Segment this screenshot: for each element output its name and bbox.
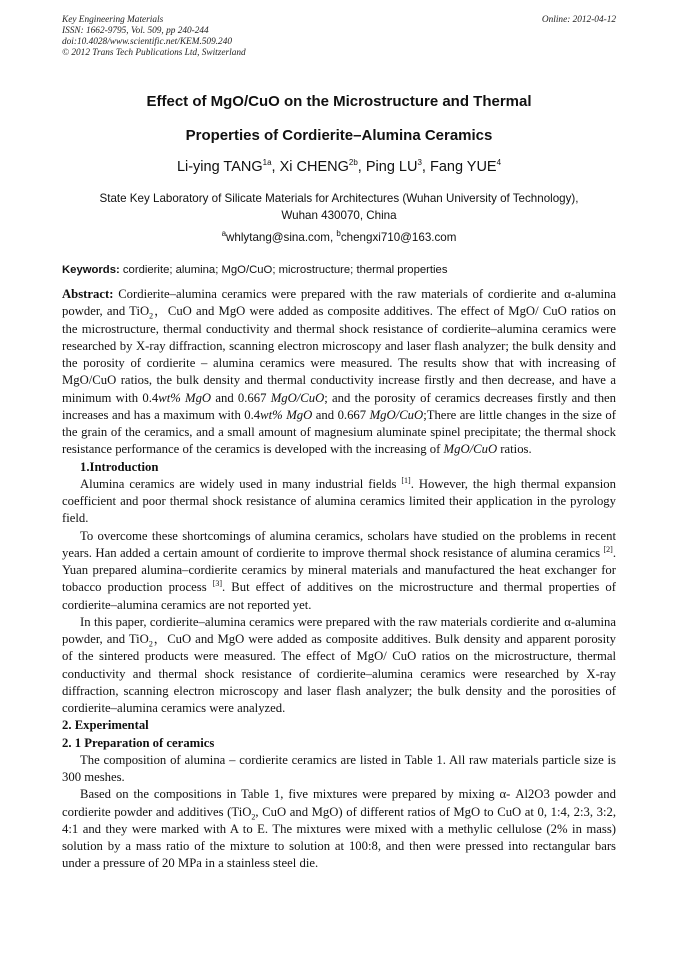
abstract-italic: MgO/CuO bbox=[443, 442, 498, 457]
paragraph-text: . Yuan prepared alumina–cordierite ceramics by mineral materials and manufactured the heat exchanger for tobacco production process bbox=[62, 545, 616, 595]
citation: [1] bbox=[401, 475, 411, 485]
affiliation-line-2: Wuhan 430070, China bbox=[281, 209, 397, 222]
body-text bbox=[62, 286, 616, 873]
email-a-marker: a bbox=[221, 229, 227, 239]
abstract-italic: wt% MgO bbox=[158, 390, 212, 405]
paragraph-text: . However, the high thermal expansion coefficient and poor thermal shock resistance of alumina ceramics limited their application in the pyrology field. bbox=[62, 476, 616, 526]
experimental-paragraph-1: The composition of alumina – cordierite ceramics are listed in Table 1. All raw materials particle size is 300 meshes. bbox=[62, 752, 616, 784]
abstract-text: ; and the porosity of ceramics decreases firstly and then increases and has a maximum with 0.4 bbox=[62, 390, 617, 422]
author-3: Ping LU bbox=[365, 159, 418, 175]
abstract-italic: wt% MgO bbox=[260, 407, 313, 422]
section-heading-experimental: 2. Experimental bbox=[62, 718, 149, 733]
paragraph-text: Alumina ceramics are widely used in many industrial fields bbox=[80, 476, 402, 491]
abstract-text: and 0.667 bbox=[211, 390, 271, 405]
keywords-label: Keywords: bbox=[62, 264, 120, 276]
keywords bbox=[62, 264, 616, 276]
intro-paragraph-3 bbox=[62, 614, 616, 718]
affiliation-line-1: State Key Laboratory of Silicate Materials for Architectures (Wuhan University of Technology), bbox=[99, 192, 579, 205]
author-4-affil: 4 bbox=[496, 158, 502, 168]
author-1-affil: 1a bbox=[262, 158, 272, 168]
title-line-1: Effect of MgO/CuO on the Microstructure and Thermal bbox=[146, 93, 532, 110]
copyright: © 2012 Trans Tech Publications Ltd, Switzerland bbox=[62, 48, 246, 58]
paragraph-text: ，CuO and MgO were added as composite additives. Bulk density and apparent porosity of the sintered products were measured. The effect of MgO/ CuO ratios on the microstructure, thermal conductivity and thermal shock resistance of cordierite–alumina ceramics were researched by X-ray diffraction, scanning electron microscopy and laser flash analyzer; the bulk density and the porosities of cordierite–alumina ceramics were analyzed. bbox=[62, 632, 616, 715]
intro-paragraph-1 bbox=[62, 476, 616, 528]
author-2: Xi CHENG bbox=[279, 159, 349, 175]
abstract-italic: MgO/CuO bbox=[369, 407, 424, 422]
citation: [3] bbox=[212, 579, 223, 589]
author-1: Li-ying TANG bbox=[176, 159, 263, 175]
abstract-italic: MgO/CuO bbox=[270, 390, 325, 405]
email-b-marker: b bbox=[336, 229, 341, 239]
paragraph-text: . But effect of additives on the microstructure and thermal properties of cordierite–alumina ceramics are not reported yet. bbox=[62, 580, 616, 612]
author-sep: , bbox=[357, 159, 366, 175]
doi: doi:10.4028/www.scientific.net/KEM.509.240 bbox=[62, 37, 232, 47]
subscript: 2 bbox=[251, 812, 256, 822]
paragraph-text: , CuO and MgO) of different ratios of MgO to CuO at 0, 1:4, 2:3, 3:2, 4:1 and they were marked with A to E. The mixtures were mixed with a methylic cellulose (2% in mass) solution by a mass ratio of the mixture to solution at 100:8, and then were pressed into rectangular bars under a pressure of 20 MPa in a stainless steel die. bbox=[62, 804, 617, 871]
experimental-paragraph-2 bbox=[62, 786, 616, 872]
author-emails bbox=[62, 231, 616, 244]
author-3-affil: 3 bbox=[417, 158, 422, 168]
abstract-text: ;There are little changes in the size of the grain of the ceramics, and a small amount of magnesium aluminate spinel precipitate; the thermal shock resistance performance of the ceramics is developed with the increasing of bbox=[62, 407, 616, 457]
abstract-text: ，CuO and MgO were added as composite additives. The effect of MgO/ CuO ratios on the microstructure, thermal conductivity and thermal shock resistance of cordierite–alumina ceramics were researched by X-ray diffraction, scanning electron microscopy and laser flash analyzer; the bulk density and the porosity of cordierite – alumina ceramics were measured. The results show that with increasing of MgO/CuO ratios, the bulk density and thermal conductivity increase firstly and then decrease, and have a minimum with 0.4 bbox=[62, 304, 617, 405]
subscript: 2 bbox=[149, 311, 154, 321]
keywords-text: cordierite; alumina; MgO/CuO; microstructure; thermal properties bbox=[119, 264, 448, 276]
subsection-heading-preparation: 2. 1 Preparation of ceramics bbox=[62, 735, 215, 750]
author-2-affil: 2b bbox=[348, 158, 358, 168]
authors bbox=[62, 159, 616, 175]
title-line-2: Properties of Cordierite–Alumina Ceramics bbox=[185, 127, 493, 144]
author-sep: , bbox=[421, 159, 430, 175]
online-date: Online: 2012-04-12 bbox=[541, 15, 616, 25]
paragraph-text: Based on the compositions in Table 1, five mixtures were prepared by mixing α- Al2O3 powder and cordierite powder and additives (TiO bbox=[62, 787, 616, 819]
paragraph-text: In this paper, cordierite–alumina ceramics were prepared with the raw materials cordierite and α-alumina powder, and TiO bbox=[62, 614, 616, 646]
citation: [2] bbox=[603, 544, 613, 554]
journal-name: Key Engineering Materials bbox=[62, 15, 164, 25]
abstract-text: Cordierite–alumina ceramics were prepared with the raw materials of cordierite and α-alumina powder, and TiO bbox=[62, 287, 616, 319]
author-sep: , bbox=[271, 159, 280, 175]
intro-paragraph-2 bbox=[62, 528, 616, 614]
subscript: 2 bbox=[148, 639, 153, 649]
abstract-text: ratios. bbox=[497, 442, 532, 457]
abstract-label: Abstract: bbox=[62, 287, 114, 301]
email-a: whlytang@sina.com, bbox=[226, 231, 337, 244]
abstract bbox=[62, 286, 616, 459]
section-heading-introduction: 1.Introduction bbox=[80, 459, 159, 474]
journal-header bbox=[62, 15, 616, 59]
paragraph-text: To overcome these shortcomings of alumina ceramics, scholars have studied on the problems in recent years. Han added a certain amount of cordierite to improve thermal shock resistance of alumina ceramics bbox=[62, 528, 616, 560]
author-4: Fang YUE bbox=[429, 159, 497, 175]
issn: ISSN: 1662-9795, Vol. 509, pp 240-244 bbox=[62, 26, 209, 36]
email-b: chengxi710@163.com bbox=[340, 231, 457, 244]
abstract-text: and 0.667 bbox=[312, 407, 370, 422]
